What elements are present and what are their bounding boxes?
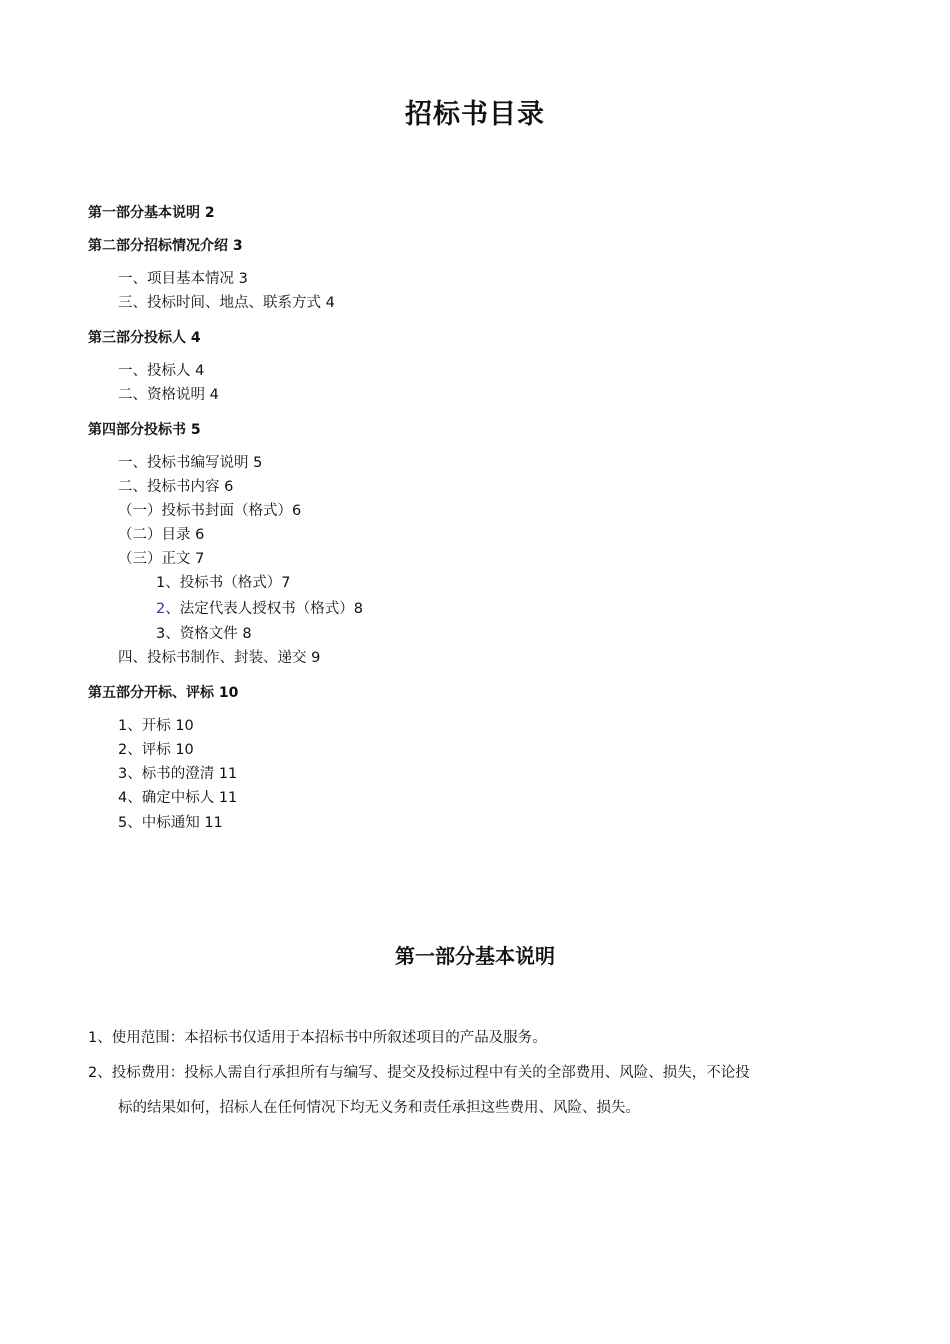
toc-item: 四、投标书制作、封装、递交 9 [118,650,321,666]
toc-item: 二、投标书内容 6 [118,479,234,495]
toc-item: 5、中标通知 11 [118,815,223,831]
toc-part-3: 第三部分投标人 4 [88,330,201,346]
paragraph-scope [88,1021,848,1056]
toc-item: 4、确定中标人 11 [118,790,238,806]
toc-title: 招标书目录 [405,99,545,130]
paragraph-costs [88,1056,848,1126]
toc-item: 2、评标 10 [118,742,194,758]
toc-item: 3、标书的澄清 11 [118,766,238,782]
toc-subsubitem: 1、投标书（格式）7 [156,575,291,591]
paragraph-continuation: 标的结果如何，招标人在任何情况下均无义务和责任承担这些费用、风险、损失。 [118,1100,640,1116]
toc-part-1: 第一部分基本说明 2 [88,205,215,221]
toc-subsubitem [156,599,363,619]
toc-item-number: 2 [156,601,166,617]
toc-part-5: 第五部分开标、评标 10 [88,685,239,701]
paragraph-text: 1、使用范围：本招标书仅适用于本招标书中所叙述项目的产品及服务。 [88,1030,547,1046]
toc-item-text: 、法定代表人授权书（格式）8 [165,601,363,617]
toc-subsubitem: 3、资格文件 8 [156,626,252,642]
toc-item: 一、投标人 4 [118,363,205,379]
toc-subitem: （三）正文 7 [118,551,205,567]
toc-item: 1、开标 10 [118,718,194,734]
toc-item: 一、项目基本情况 3 [118,271,248,287]
toc-subitem: （一）投标书封面（格式）6 [118,503,302,519]
toc-part-4: 第四部分投标书 5 [88,422,201,438]
toc-part-2: 第二部分招标情况介绍 3 [88,238,243,254]
toc-item: 二、资格说明 4 [118,387,219,403]
toc-item: 三、投标时间、地点、联系方式 4 [118,295,335,311]
paragraph-text: 2、投标费用：投标人需自行承担所有与编写、提交及投标过程中有关的全部费用、风险、损失，不论投 [88,1065,750,1081]
toc-subitem: （二）目录 6 [118,527,205,543]
toc-item: 一、投标书编写说明 5 [118,455,263,471]
section-title: 第一部分基本说明 [395,944,555,968]
